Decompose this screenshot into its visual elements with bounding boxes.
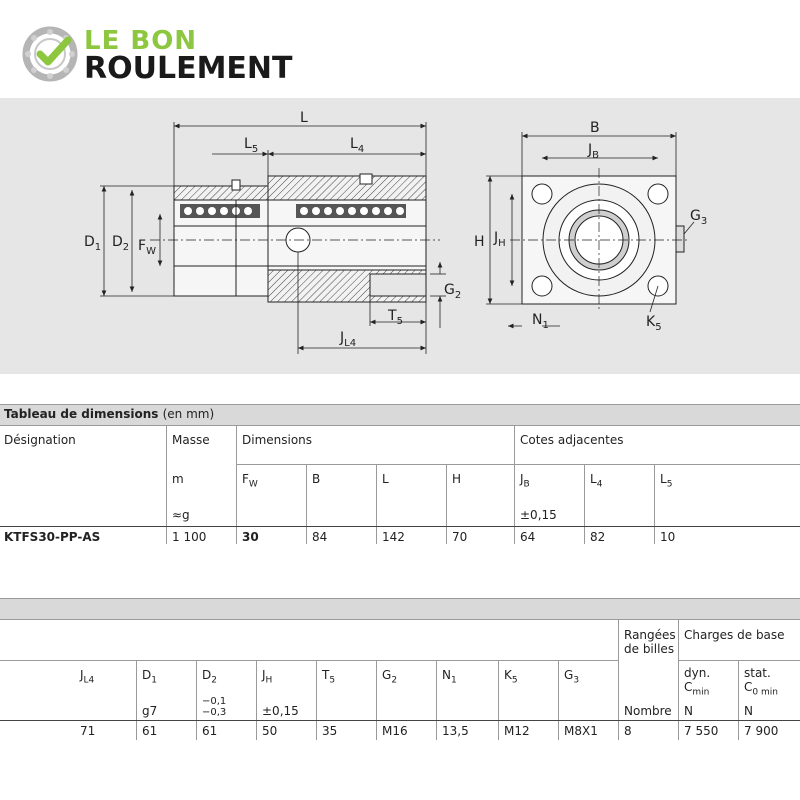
hdr-jb: $J_B$	[520, 472, 530, 490]
svg-text:FW: $F_W$	[138, 238, 156, 257]
row-l5: 10	[660, 530, 676, 544]
hdr-dyn: dyn.	[684, 666, 711, 680]
row-jh: 50	[262, 724, 278, 738]
row-g3: M8X1	[564, 724, 598, 738]
col-masse: Masse	[172, 433, 210, 447]
svg-text:H: H	[474, 234, 485, 250]
hdr-d2-tol1: −0,1	[202, 696, 227, 707]
svg-text:D1: $D_1$	[84, 234, 102, 253]
hdr-d1: $D_1$	[142, 668, 157, 686]
masse-unit: m	[172, 472, 184, 486]
row-t5: 35	[322, 724, 338, 738]
col-rangees-2: de billes	[624, 642, 675, 656]
bearing-check-logo-icon	[22, 26, 78, 82]
svg-text:B: B	[590, 120, 600, 136]
col-charges: Charges de base	[684, 628, 785, 642]
hdr-g3: $G_3$	[564, 668, 580, 686]
drawing-svg	[0, 98, 800, 374]
row-masse: 1 100	[172, 530, 207, 544]
table2-caption-bar	[0, 598, 800, 620]
row-designation: KTFS30-PP-AS	[4, 530, 101, 544]
hdr-stat-unit: N	[744, 704, 753, 718]
hdr-b: B	[312, 472, 321, 486]
row-jb: 64	[520, 530, 536, 544]
row-d1: 61	[142, 724, 158, 738]
hdr-nombre: Nombre	[624, 704, 672, 718]
svg-text:L5: $L_5$	[244, 136, 259, 155]
hdr-cmin: $C_{min}$	[684, 680, 710, 698]
svg-text:L4: $L_4$	[350, 136, 365, 155]
hdr-g2: $G_2$	[382, 668, 398, 686]
hdr-fw: $F_W$	[242, 472, 258, 490]
row-l4: 82	[590, 530, 606, 544]
row-n1: 13,5	[442, 724, 469, 738]
row-d2: 61	[202, 724, 218, 738]
svg-text:L: L	[300, 110, 308, 126]
hdr-stat: stat.	[744, 666, 771, 680]
hdr-jh: $J_H$	[262, 668, 273, 686]
hdr-l: L	[382, 472, 389, 486]
brand-line2: ROULEMENT	[84, 51, 293, 86]
side-view	[150, 174, 440, 302]
hdr-n1: $N_1$	[442, 668, 457, 686]
hdr-k5: $K_5$	[504, 668, 518, 686]
col-dimensions: Dimensions	[242, 433, 313, 447]
row-jl4: 71	[80, 724, 96, 738]
svg-text:G3: $G_3$	[690, 208, 708, 227]
row-dyn: 7 550	[684, 724, 719, 738]
hdr-d1-tol: g7	[142, 704, 158, 718]
svg-text:T5: $T_5$	[388, 308, 403, 327]
table1-caption-bar	[0, 404, 800, 426]
hdr-jb-tol: ±0,15	[520, 508, 557, 522]
col-designation: Désignation	[4, 433, 76, 447]
hdr-t5: $T_5$	[322, 668, 336, 686]
brand-line1: LE BON	[84, 26, 198, 56]
hdr-jh-tol: ±0,15	[262, 704, 299, 718]
table1-caption: Tableau de dimensions (en mm)	[4, 407, 215, 421]
row-fw: 30	[242, 530, 259, 544]
hdr-d2-tol2: −0,3	[202, 707, 227, 718]
row-k5: M12	[504, 724, 530, 738]
hdr-c0min: $C_{0 min}$	[744, 680, 778, 698]
hdr-d2: $D_2$	[202, 668, 217, 686]
svg-text:D2: $D_2$	[112, 234, 130, 253]
row-h: 70	[452, 530, 468, 544]
hdr-l4: $L_4$	[590, 472, 603, 490]
row-nombre: 8	[624, 724, 632, 738]
svg-text:N1: $N_1$	[532, 312, 549, 331]
front-view	[510, 168, 690, 312]
svg-text:G2: $G_2$	[444, 282, 462, 301]
col-cotes: Cotes adjacentes	[520, 433, 624, 447]
col-rangees-1: Rangées	[624, 628, 676, 642]
svg-text:JL4: $J_{L4}$	[340, 330, 357, 349]
svg-text:JH: $J_H$	[494, 230, 506, 249]
masse-approx: ≈g	[172, 508, 190, 522]
hdr-l5: $L_5$	[660, 472, 673, 490]
hdr-jl4: $J_{L4}$	[80, 668, 95, 686]
row-b: 84	[312, 530, 328, 544]
row-stat: 7 900	[744, 724, 779, 738]
row-l: 142	[382, 530, 405, 544]
svg-text:K5: $K_5$	[646, 314, 662, 333]
hdr-dyn-unit: N	[684, 704, 693, 718]
svg-text:JB: $J_B$	[588, 142, 600, 161]
row-g2: M16	[382, 724, 408, 738]
hdr-h: H	[452, 472, 462, 486]
brand-logo[interactable]	[22, 22, 302, 88]
technical-drawing	[0, 98, 800, 374]
